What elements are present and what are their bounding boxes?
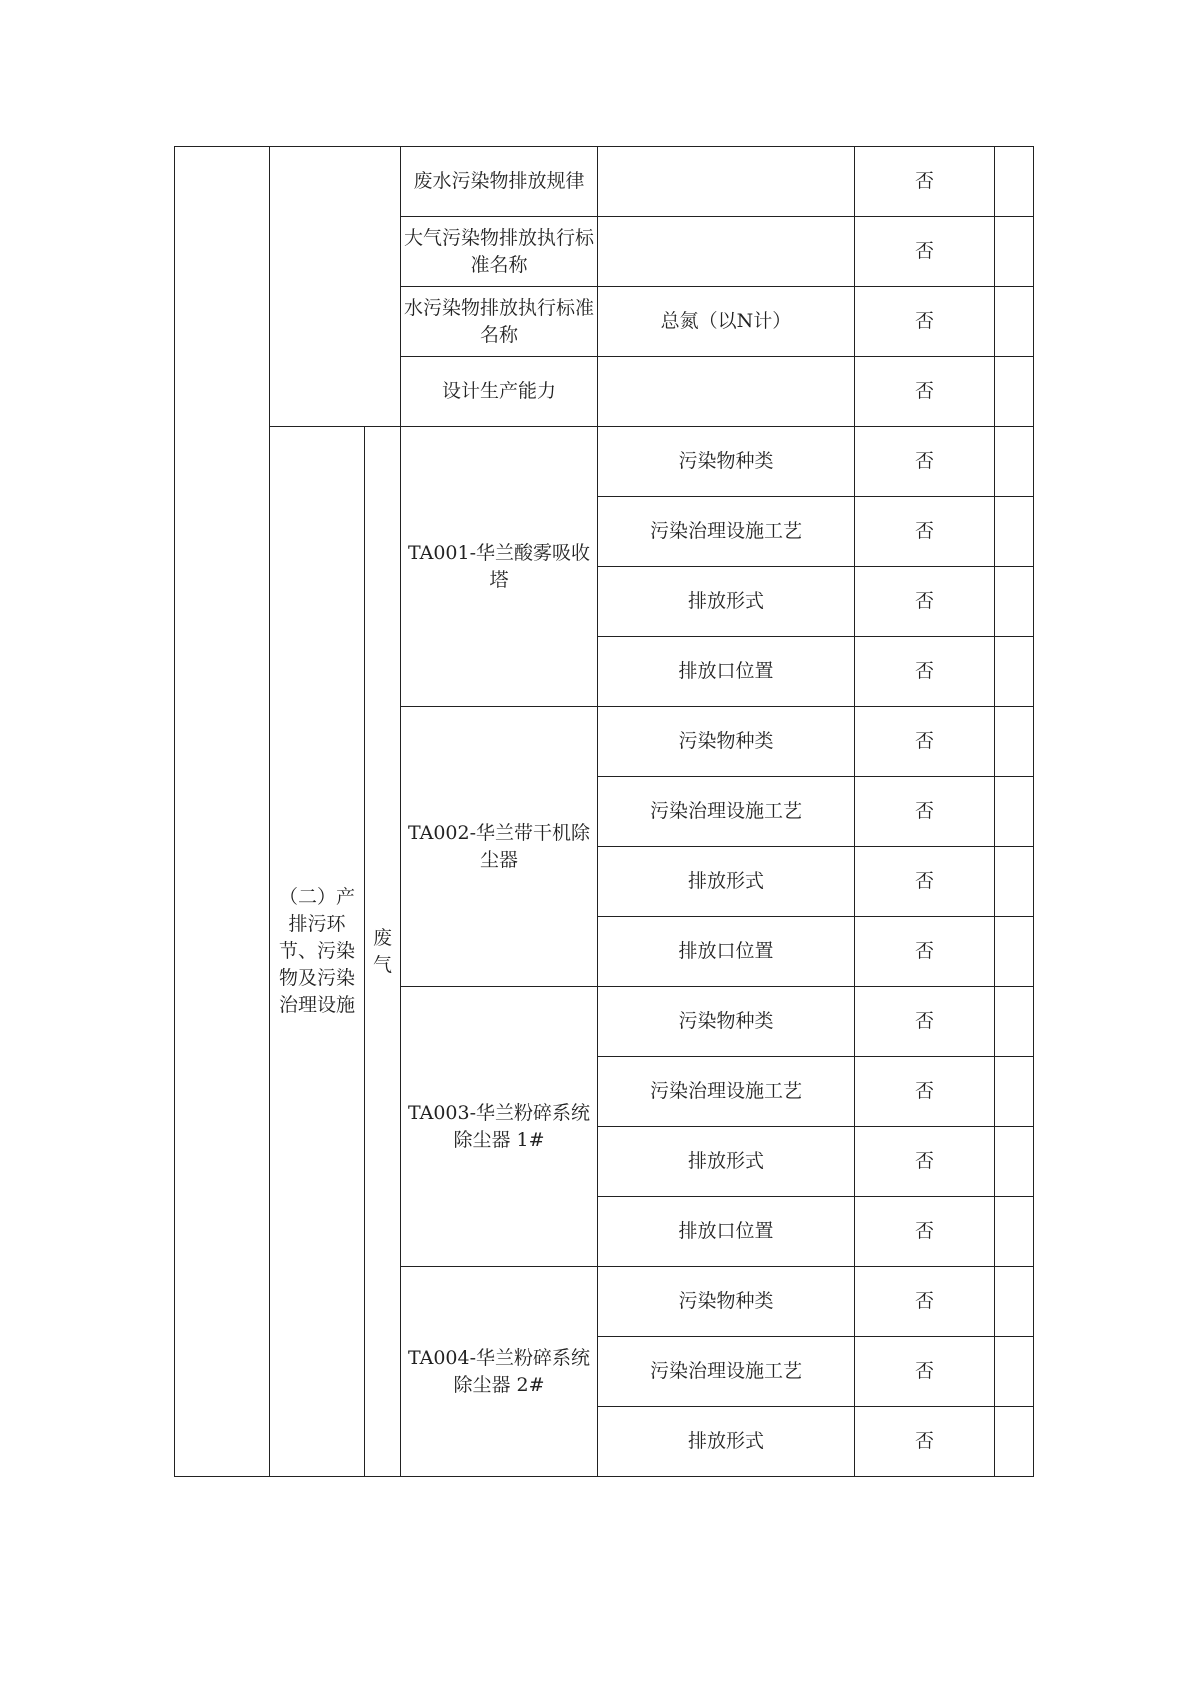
answer-cell: 否 [855, 1267, 995, 1337]
item-cell: 设计生产能力 [401, 357, 598, 427]
detail-cell [598, 357, 855, 427]
item-cell: 污染治理设施工艺 [598, 1057, 855, 1127]
item-cell: 大气污染物排放执行标准名称 [401, 217, 598, 287]
note-cell [995, 707, 1034, 777]
facility-name-cell: TA001-华兰酸雾吸收塔 [401, 427, 598, 707]
note-cell [995, 1337, 1034, 1407]
note-cell [995, 1197, 1034, 1267]
answer-cell: 否 [855, 1057, 995, 1127]
detail-cell [598, 217, 855, 287]
item-cell: 排放口位置 [598, 637, 855, 707]
item-cell: 排放口位置 [598, 1197, 855, 1267]
item-cell: 污染物种类 [598, 1267, 855, 1337]
note-cell [995, 777, 1034, 847]
note-cell [995, 567, 1034, 637]
note-cell [995, 1407, 1034, 1477]
answer-cell: 否 [855, 287, 995, 357]
item-cell: 污染物种类 [598, 707, 855, 777]
answer-cell: 否 [855, 217, 995, 287]
note-cell [995, 427, 1034, 497]
table-row [175, 427, 1034, 497]
item-cell: 排放形式 [598, 847, 855, 917]
item-cell: 排放口位置 [598, 917, 855, 987]
note-cell [995, 1127, 1034, 1197]
answer-cell: 否 [855, 707, 995, 777]
note-cell [995, 497, 1034, 567]
table-row [175, 147, 1034, 217]
note-cell [995, 1057, 1034, 1127]
item-cell: 排放形式 [598, 1127, 855, 1197]
answer-cell: 否 [855, 147, 995, 217]
answer-cell: 否 [855, 637, 995, 707]
note-cell [995, 217, 1034, 287]
item-cell: 污染治理设施工艺 [598, 777, 855, 847]
inspection-table [174, 146, 1034, 1477]
detail-cell: 总氮（以N计） [598, 287, 855, 357]
blank-cell [270, 147, 401, 427]
answer-cell: 否 [855, 1197, 995, 1267]
item-cell: 废水污染物排放规律 [401, 147, 598, 217]
item-cell: 污染治理设施工艺 [598, 1337, 855, 1407]
item-cell: 污染物种类 [598, 987, 855, 1057]
item-cell: 污染治理设施工艺 [598, 497, 855, 567]
answer-cell: 否 [855, 497, 995, 567]
answer-cell: 否 [855, 777, 995, 847]
detail-cell [598, 147, 855, 217]
answer-cell: 否 [855, 357, 995, 427]
answer-cell: 否 [855, 987, 995, 1057]
item-cell: 水污染物排放执行标准名称 [401, 287, 598, 357]
answer-cell: 否 [855, 1337, 995, 1407]
note-cell [995, 287, 1034, 357]
note-cell [995, 1267, 1034, 1337]
note-cell [995, 637, 1034, 707]
facility-name-cell: TA002-华兰带干机除尘器 [401, 707, 598, 987]
answer-cell: 否 [855, 847, 995, 917]
facility-name-cell: TA004-华兰粉碎系统除尘器 2# [401, 1267, 598, 1477]
note-cell [995, 147, 1034, 217]
item-cell: 排放形式 [598, 567, 855, 637]
answer-cell: 否 [855, 1407, 995, 1477]
outer-blank-cell [175, 147, 270, 1477]
note-cell [995, 847, 1034, 917]
section-title-cell: （二）产排污环节、污染物及污染治理设施 [270, 427, 365, 1477]
facility-name-cell: TA003-华兰粉碎系统除尘器 1# [401, 987, 598, 1267]
note-cell [995, 987, 1034, 1057]
category-cell: 废气 [365, 427, 401, 1477]
answer-cell: 否 [855, 1127, 995, 1197]
note-cell [995, 357, 1034, 427]
note-cell [995, 917, 1034, 987]
answer-cell: 否 [855, 427, 995, 497]
item-cell: 污染物种类 [598, 427, 855, 497]
item-cell: 排放形式 [598, 1407, 855, 1477]
answer-cell: 否 [855, 567, 995, 637]
answer-cell: 否 [855, 917, 995, 987]
